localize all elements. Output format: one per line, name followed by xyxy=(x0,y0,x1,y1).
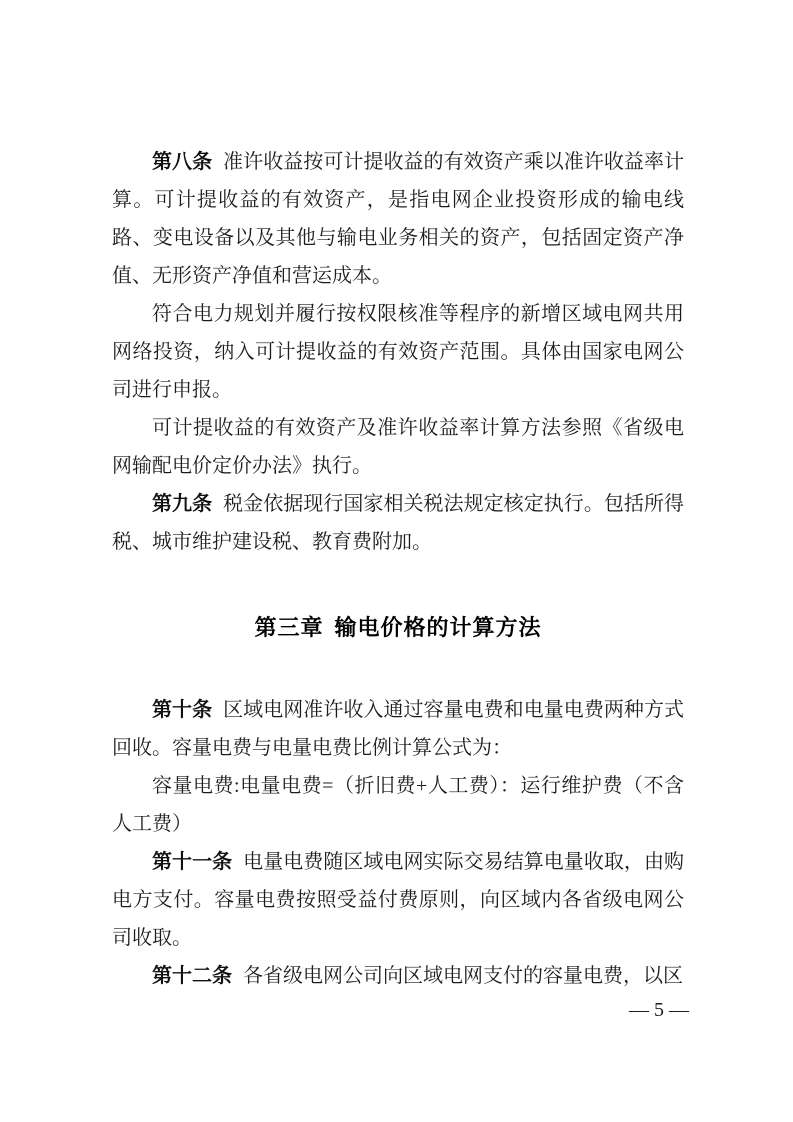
paragraph-text: 准许收益按可计提收益的有效资产乘以准许收益率计算。可计提收益的有效资产，是指电网企业投资形成的输电线路、变电设备以及其他与输电业务相关的资产，包括固定资产净值、无形资产净值和营运成本。 xyxy=(112,151,685,287)
article-number: 第八条 xyxy=(152,151,213,173)
paragraph-text: 税金依据现行国家相关税法规定核定执行。包括所得税、城市维护建设税、教育费附加。 xyxy=(112,493,685,553)
article-number: 第十二条 xyxy=(152,965,232,987)
article-paragraph xyxy=(112,409,684,485)
article-paragraph xyxy=(112,843,684,957)
chapter-number: 第三章 xyxy=(254,615,324,640)
chapter-heading xyxy=(112,609,684,647)
paragraph-text: 区域电网准许收入通过容量电费和电量电费两种方式回收。容量电费与电量电费比例计算公式为： xyxy=(112,699,685,759)
document-body xyxy=(112,143,684,995)
paragraph-text: 电量电费随区域电网实际交易结算电量收取，由购电方支付。容量电费按照受益付费原则，向区域内各省级电网公司收取。 xyxy=(112,851,685,949)
chapter-title: 输电价格的计算方法 xyxy=(334,615,542,640)
paragraph-text: 符合电力规划并履行按权限核准等程序的新增区域电网共用网络投资，纳入可计提收益的有效资产范围。具体由国家电网公司进行申报。 xyxy=(112,303,684,401)
article-paragraph xyxy=(112,957,684,995)
article-paragraph xyxy=(112,485,684,561)
formula-paragraph xyxy=(112,767,684,843)
article-paragraph xyxy=(112,691,684,767)
paragraph-text: 容量电费:电量电费=（折旧费+人工费）：运行维护费（不含人工费） xyxy=(112,775,684,835)
paragraph-text: 可计提收益的有效资产及准许收益率计算方法参照《省级电网输配电价定价办法》执行。 xyxy=(112,417,684,477)
article-number: 第十条 xyxy=(152,699,213,721)
article-paragraph xyxy=(112,295,684,409)
article-number: 第十一条 xyxy=(152,851,233,873)
article-number: 第九条 xyxy=(152,493,213,515)
page-number: — 5 — xyxy=(629,999,689,1021)
paragraph-text: 各省级电网公司向区域电网支付的容量电费，以区 xyxy=(243,965,683,987)
article-paragraph xyxy=(112,143,684,295)
